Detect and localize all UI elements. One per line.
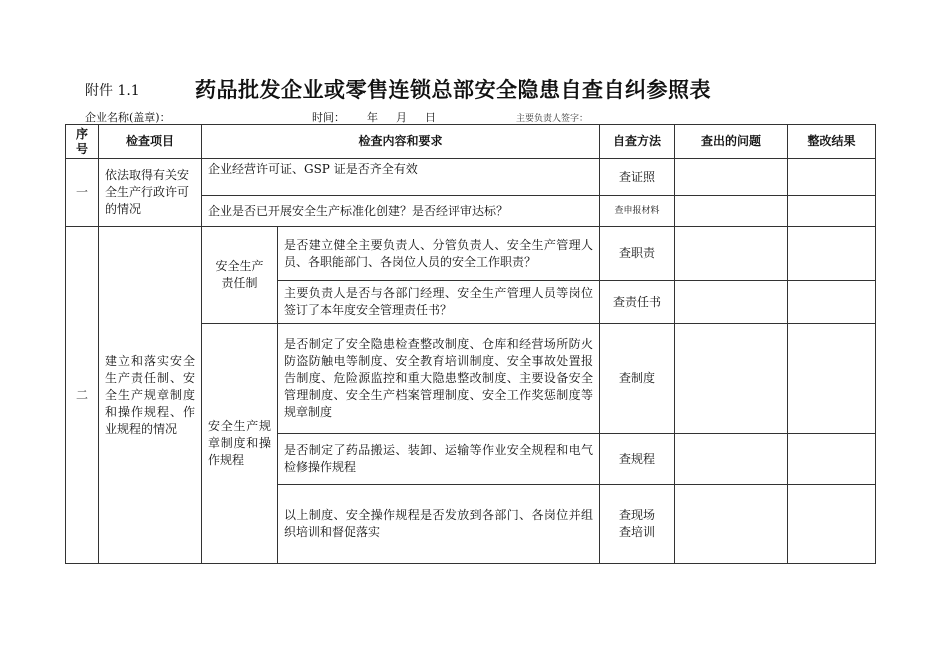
attachment-label: 附件 1.1: [85, 83, 140, 99]
section-2-sub-2-row-1-problems: [675, 324, 788, 434]
section-2-item: 建立和落实安全生产责任制、安全生产规章制度和操作规程、作业规程的情况: [99, 227, 202, 564]
section-2-sub-2-row-3-problems: [675, 485, 788, 564]
section-1-row-1-result: [788, 159, 876, 196]
section-1-row-2-method: 查申报材料: [600, 196, 675, 227]
section-1-row-1-method: 查证照: [600, 159, 675, 196]
page-title: 药品批发企业或零售连锁总部安全隐患自查自纠参照表: [195, 77, 711, 102]
section-2-sub-1-row-2-content: 主要负责人是否与各部门经理、安全生产管理人员等岗位签订了本年度安全管理责任书？: [278, 281, 600, 324]
section-2-sub-1-row-2-method: 查责任书: [600, 281, 675, 324]
col-content-header: 检查内容和要求: [202, 125, 600, 159]
section-2-sub-2-row-2-content: 是否制定了药品搬运、装卸、运输等作业安全规程和电气检修操作规程: [278, 434, 600, 485]
col-method-header: 自查方法: [600, 125, 675, 159]
section-2-sub-1-row-1-problems: [675, 227, 788, 281]
section-1-seq: 一: [66, 159, 99, 227]
section-1-row-1-content: 企业经营许可证、GSP 证是否齐全有效: [202, 159, 600, 196]
section-2-sub-2-row-3-content: 以上制度、安全操作规程是否发放到各部门、各岗位并组织培训和督促落实: [278, 485, 600, 564]
section-2-sub-1-label: 安全生产责任制: [202, 227, 278, 324]
section-2-sub-1-row-2-result: [788, 281, 876, 324]
section-2-sub-2-label: 安全生产规章制度和操作规程: [202, 324, 278, 564]
section-2-sub-1-row-1-result: [788, 227, 876, 281]
section-2-sub-2-row-2-problems: [675, 434, 788, 485]
month-label: 月: [396, 111, 407, 124]
col-problems-header: 查出的问题: [675, 125, 788, 159]
section-1-row-2-problems: [675, 196, 788, 227]
section-2-sub-2-row-3-method: 查现场查培训: [600, 485, 675, 564]
time-label: 时间：: [312, 111, 345, 124]
section-1-item: 依法取得有关安全生产行政许可的情况: [99, 159, 202, 227]
section-2-sub-2-row-3-result: [788, 485, 876, 564]
signature-label: 主要负责人签字：: [516, 114, 589, 124]
col-item-header: 检查项目: [99, 125, 202, 159]
section-2-sub-2-row-2-method: 查规程: [600, 434, 675, 485]
section-2-sub-1-row-1-method: 查职责: [600, 227, 675, 281]
year-label: 年: [367, 111, 378, 124]
section-2-seq: 二: [66, 227, 99, 564]
section-2-sub-2-row-1-result: [788, 324, 876, 434]
table-row: [66, 159, 876, 196]
section-1-row-1-problems: [675, 159, 788, 196]
col-result-header: 整改结果: [788, 125, 876, 159]
section-2-sub-1-row-2-problems: [675, 281, 788, 324]
section-2-sub-2-row-2-result: [788, 434, 876, 485]
inspection-table: [65, 124, 876, 564]
day-label: 日: [425, 111, 436, 124]
section-2-sub-2-row-1-content: 是否制定了安全隐患检查整改制度、仓库和经营场所防火防盗防触电等制度、安全教育培训制度、安全事故处置报告制度、危险源监控和重大隐患整改制度、主要设备安全管理制度、安全生产档案管理制度、安全工作奖惩制度等规章制度: [278, 324, 600, 434]
section-1-row-2-result: [788, 196, 876, 227]
section-2-sub-2-row-1-method: 查制度: [600, 324, 675, 434]
company-name-label: 企业名称(盖章)：: [85, 111, 171, 124]
section-2-sub-1-row-1-content: 是否建立健全主要负责人、分管负责人、安全生产管理人员、各职能部门、各岗位人员的安全工作职责？: [278, 227, 600, 281]
col-seq-header: 序号: [66, 125, 99, 159]
section-1-row-2-content: 企业是否已开展安全生产标准化创建？是否经评审达标？: [202, 196, 600, 227]
table-row: [66, 227, 876, 281]
header-row: [66, 125, 876, 159]
